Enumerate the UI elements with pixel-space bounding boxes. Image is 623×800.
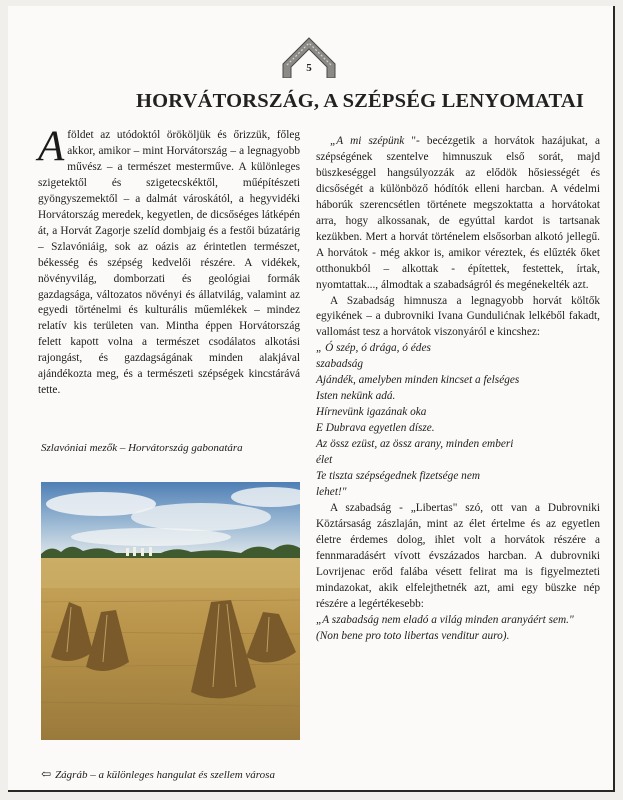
verse-line: Ajándék, amelyben minden kincset a felséges — [316, 374, 520, 387]
right-paragraph-2: A Szabadság himnusza a legnagyobb horvát költők egyikének – a dubrovniki Ivana Gundulićnak lelkéből fakadt, vallomást tesz a horvátok viszonyáról e kincshez: — [316, 294, 600, 339]
verse-line: Az össz ezüst, az össz arany, minden emberi — [316, 438, 514, 451]
dropcap: A — [38, 123, 65, 170]
footer-link — [41, 767, 275, 782]
page-number: 5 — [306, 62, 312, 74]
hymn-verse — [316, 341, 600, 501]
closing-quote-latin: (Non bene pro toto libertas venditur auro). — [316, 629, 510, 642]
hymn-quote: „A mi szépünk — [330, 135, 405, 147]
wheat-field-photo — [41, 482, 300, 740]
verse-line: „ Ó szép, ó drága, ó édes — [316, 342, 431, 355]
verse-line: Te tiszta szépségednek fizetsége nem — [316, 470, 480, 483]
verse-line: lehet!" — [316, 485, 347, 498]
right-paragraph-1 — [316, 134, 600, 294]
page-title: HORVÁTORSZÁG, A SZÉPSÉG LENYOMATAI — [136, 90, 585, 112]
page — [8, 6, 615, 792]
closing-quote: „A szabadság nem eladó a világ minden aranyáért sem." — [316, 613, 574, 626]
photo-caption: Szlavóniai mezők – Horvátország gabonatára — [41, 442, 243, 454]
verse-line: élet — [316, 454, 333, 467]
right-paragraph-3: A szabadság - „Libertas" szó, ott van a Dubrovniki Köztársaság zászlaján, mint az élet értelme és az egyetlen életre érdemes dolog, ihlet volt a horvátok részére a fennmaradásért vívott évszázados harcban. A dubrovniki Lovrijenac erőd falába vésett felirat ma is figyelmezteti mindazokat, akik elfelejthetnék azt, ami egy büszke nép részére a legértékesebb: — [316, 501, 600, 610]
left-arrow-icon: ⇦ — [41, 767, 52, 781]
verse-line: E Dubrava egyetlen dísze. — [316, 422, 435, 435]
intro-text: földet az utódoktól örököljük és őrizzük, főleg akkor, amikor – mint Horvátország – a legnagyobb művész – a természet mesterműve. A különleges szigetektől és szigetecskéktől, műépítészeti gyöngyszemektől – a dalmát városkától, a hegyvidéki Horvátország meredek, kegyetlen, de dicsőséges látképén át, a Horvát Zagorje szelíd dombjaig és a festői búzatárig – Szlavóniáig, sok az oázis az érintetlen természet, békesség és szépség kedvelői részére. A vidékek, növényvilág, domborzati és geológiai formák gazdagsága, változatos növényi és állatvilág, valamint az egyedi történelmi és kulturális műemlékek – mindez relatív kis területen van. Mintha éppen Horvátország felett kapott volna a természet csodálatos alkotási rajongást, és gazdagságának minden alakjával ajándékozta meg, és a természeti szépségek kincstárává tette. — [38, 129, 300, 397]
intro-paragraph — [38, 123, 300, 399]
right-paragraph-1-text: "- becézgetik a horvátok hazájukat, a szépségének szentelve himnuszuk első sorát, majd büszkeséggel hangsúlyozzák az elődök hősiességét és dicsőségét a különböző hódítók elleni harcban. A védelmi háborúk szerencsétlen története megszoktatta a horvátokat arra, hogy alkossanak, de egyúttal kardot is tartsanak kezükben. Mert a horvát történelem elsősorban alkotó jellegű. A horvátok - még akkor is, amikor véreztek, és elűzték őket otthonukból – alkottak - építettek, festettek, írtak, nyomtattak..., álmodtak a szabadságról és megénekelték azt. — [316, 135, 600, 291]
left-column — [38, 123, 300, 399]
verse-line: Hírnevünk igazának oka — [316, 406, 427, 419]
footer-text: Zágráb – a különleges hangulat és szellem városa — [55, 769, 275, 781]
right-column — [316, 134, 600, 645]
verse-line: Isten nekünk adá. — [316, 390, 396, 403]
verse-line: szabadság — [316, 358, 364, 371]
